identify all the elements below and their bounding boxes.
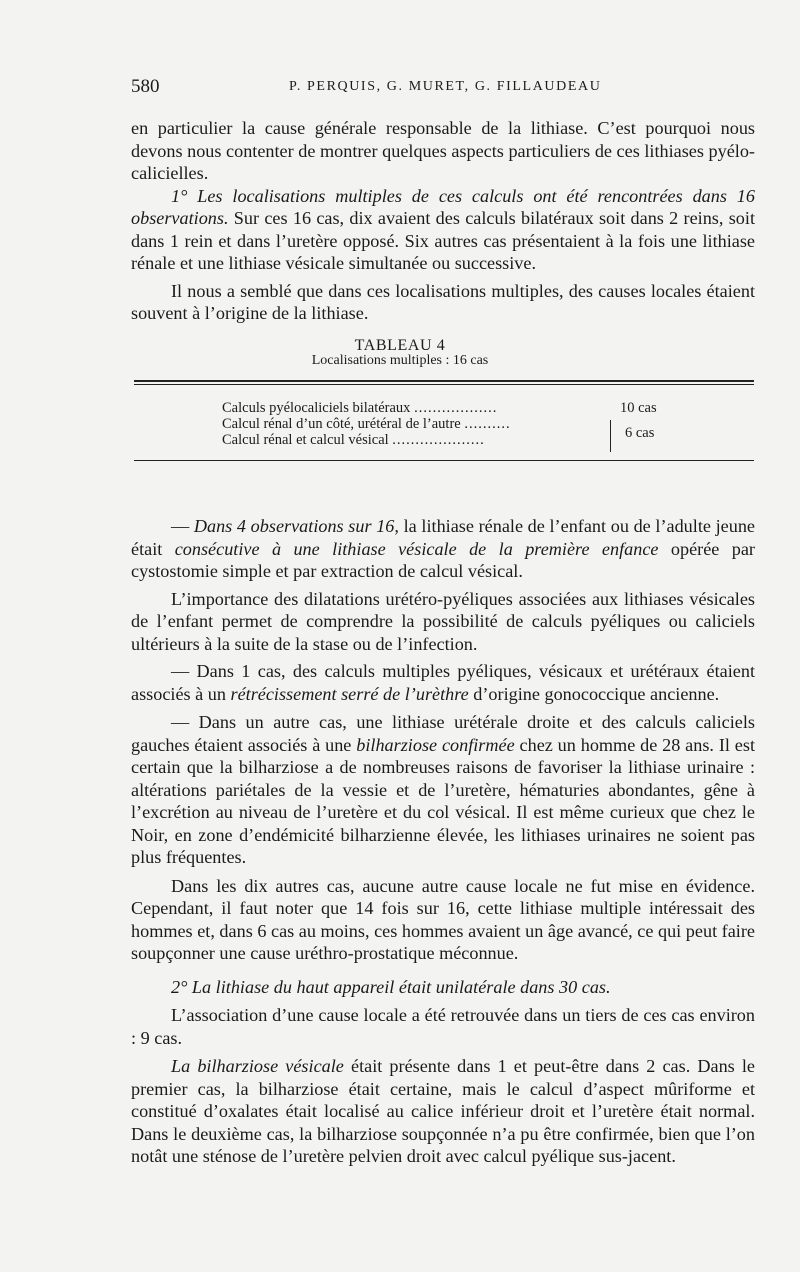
row-label: Calcul rénal et calcul vésical	[222, 432, 389, 448]
table-row	[222, 400, 497, 417]
paragraph	[131, 588, 755, 656]
table-bottom-rule	[134, 460, 754, 461]
text-run: était présente dans 1 et peut-être dans 2 cas. Dans le premier cas, la bilharziose était certaine, mais le calcul d’aspect mûriforme et constitué d’oxalates était localisé au calice inférieur droit et l’uretère était normal. Dans le deuxième cas, la bilharziose soupçonnée n’a pu être confirmée, bien que l’on notât une sténose de l’uretère pelvien droit avec calcul pyélique sus-jacent.	[131, 1056, 755, 1166]
table-top-rule	[134, 380, 754, 382]
table-row	[222, 416, 511, 433]
row-label: Calcul rénal d’un côté, urétéral de l’autre	[222, 416, 461, 432]
running-head: P. PERQUIS, G. MURET, G. FILLAUDEAU	[289, 79, 602, 94]
bottom-text-block	[131, 515, 755, 1168]
paragraph	[131, 117, 755, 185]
text-run: d’origine gonococcique ancienne.	[468, 683, 720, 704]
paragraph	[131, 1004, 755, 1049]
row-label: Calculs pyélocaliciels bilatéraux	[222, 400, 411, 416]
text-run: chez un homme de 28 ans. Il est certain que la bilharziose a de nombreuses raisons de favoriser la lithiase urinaire : altérations pariétales de la vessie et de l’uretère, hématuries abondantes, gêne à l’excrétion au niveau de l’uretère et du col vésical. Il est même curieux que chez le Noir, en zone d’endémicité bilharzienne élevée, les lithiases urinaires ne soient pas plus fréquentes.	[131, 734, 755, 867]
table-row	[222, 432, 485, 449]
paragraph	[131, 660, 755, 705]
text-run: opérée par cystostomie simple et par extraction de calcul vésical.	[131, 538, 755, 581]
italic-text: 2° La lithiase du haut appareil était unilatérale dans 30 cas.	[171, 976, 611, 997]
paragraph	[131, 1055, 755, 1168]
paragraph	[131, 185, 755, 275]
count-cell: 6 cas	[625, 425, 655, 441]
bracket-line	[610, 420, 611, 452]
italic-text: bilharziose confirmée	[356, 734, 515, 755]
paragraph	[131, 875, 755, 965]
page-number: 580	[131, 76, 160, 97]
leader-dots: ..........	[464, 416, 511, 432]
italic-text: La bilharziose vésicale	[171, 1056, 344, 1076]
italic-text: consécutive à une lithiase vésicale de la première enfance	[174, 538, 659, 559]
paragraph	[131, 711, 755, 869]
text-run: —	[171, 516, 194, 536]
table-title: TABLEAU 4	[354, 337, 446, 354]
text-run: L’importance des dilatations urétéro-pyéliques associées aux lithiases vésicales de l’enfant permet de comprendre la possibilité de calculs pyéliques ou caliciels ultérieurs à la suite de la stase ou de l’infection.	[131, 588, 755, 654]
section-heading	[131, 976, 755, 999]
text-run: — Dans un autre cas, une lithiase urétérale droite et des calculs caliciels gauches étaient associés à une	[131, 712, 755, 755]
table-top-rule-thin	[134, 384, 754, 385]
italic-text: rétrécissement serré de l’urèthre	[230, 683, 469, 704]
table-subtitle: Localisations multiples : 16 cas	[311, 353, 489, 368]
paragraph	[131, 280, 755, 325]
text-run: en particulier la cause générale responsable de la lithiase. C’est pourquoi nous devons nous contenter de montrer quelques aspects particuliers de ces lithiases pyélo-calicielles.	[131, 118, 755, 183]
leader-dots: ..................	[414, 400, 498, 416]
text-run: — Dans 1 cas, des calculs multiples pyéliques, vésicaux et urétéraux étaient associés à un	[131, 661, 755, 704]
page-header	[131, 76, 755, 100]
text-run: Il nous a semblé que dans ces localisations multiples, des causes locales étaient souvent à l’origine de la lithiase.	[131, 280, 755, 323]
count-cell: 10 cas	[620, 400, 657, 416]
text-run: la lithiase rénale de l’enfant ou de l’adulte jeune était	[131, 516, 756, 559]
italic-text: 1° Les localisations multiples de ces calculs ont été rencontrées dans 16 observations.	[131, 185, 755, 228]
text-run: L’association d’une cause locale a été retrouvée dans un tiers de ces cas environ : 9 cas.	[131, 1005, 755, 1048]
top-text-block	[131, 117, 755, 325]
paragraph	[131, 515, 755, 583]
text-run: Dans les dix autres cas, aucune autre cause locale ne fut mise en évidence. Cependant, il faut noter que 14 fois sur 16, cette lithiase multiple intéressait des hommes et, dans 6 cas au moins, ces hommes avaient un âge avancé, ce qui peut faire soupçonner une cause uréthro-prostatique méconnue.	[131, 875, 755, 963]
leader-dots: ....................	[392, 432, 485, 448]
italic-text: Dans 4 observations sur 16,	[193, 516, 399, 536]
text-run: Sur ces 16 cas, dix avaient des calculs bilatéraux soit dans 2 reins, soit dans 1 rein et dans l’uretère opposé. Six autres cas présentaient à la fois une lithiase rénale et une lithiase vésicale simultanée ou successive.	[131, 208, 755, 273]
